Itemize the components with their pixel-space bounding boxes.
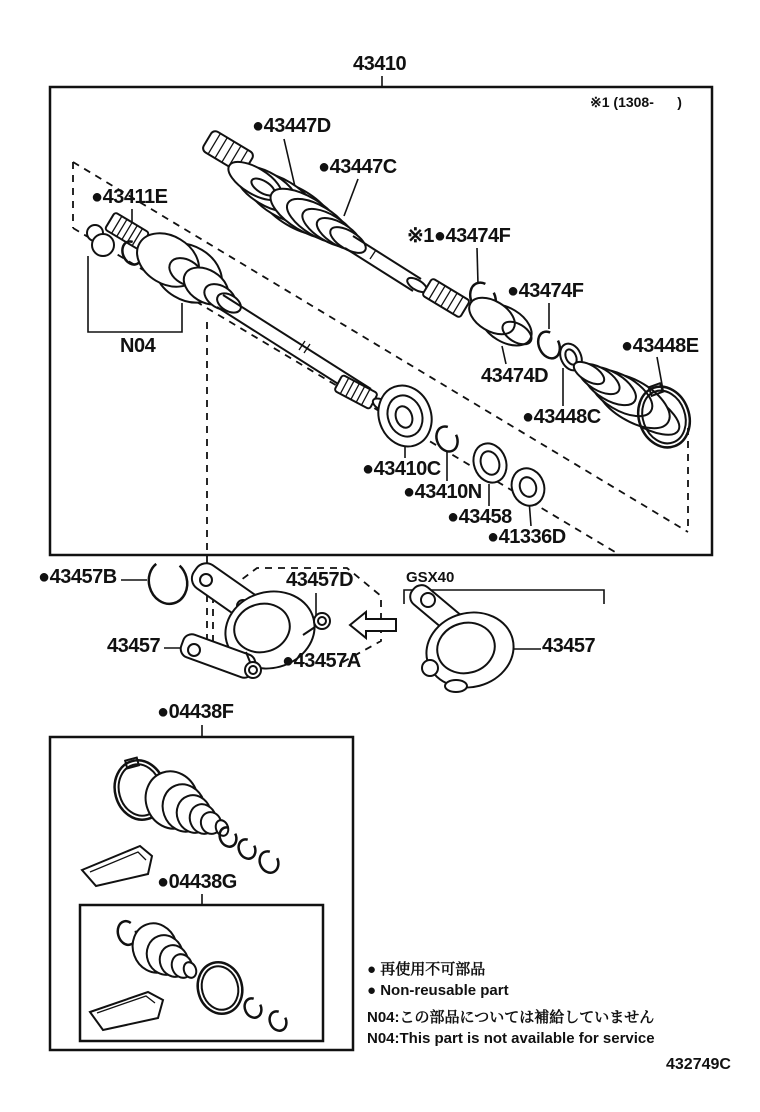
- kit-grease-pack: [82, 846, 152, 886]
- callout-43457b: ●43457B: [38, 566, 117, 588]
- legend-n04-en: N04:This part is not available for service: [367, 1030, 655, 1047]
- inboard-boot-43448: [570, 357, 686, 444]
- oil-seal-41336d: [506, 464, 549, 511]
- left-arrow-icon: [350, 612, 396, 638]
- kit2-boot: [126, 917, 199, 981]
- callout-n04: N04: [120, 335, 156, 357]
- legend-nonreusable-jp: ● 再使用不可部品: [367, 961, 486, 978]
- kit2-clamp-large: [192, 957, 248, 1019]
- ring-43458: [468, 439, 512, 488]
- callout-43457a: ●43457A: [282, 650, 361, 672]
- callout-43474f-1: ※1●43474F: [407, 225, 511, 247]
- kit2-grease-pack: [90, 992, 163, 1030]
- callout-41336d: ●41336D: [487, 526, 566, 548]
- kit-boot: [138, 764, 231, 838]
- bearing-43410c: [370, 378, 440, 454]
- legend-n04-jp: N04:この部品については補給していません: [367, 1009, 655, 1026]
- variant-label-gsx40: GSX40: [406, 569, 455, 586]
- callout-43457-left: 43457: [107, 635, 161, 657]
- kit2-small-rings: [242, 996, 290, 1034]
- callout-43457-right: 43457: [542, 635, 596, 657]
- callout-04438f: ●04438F: [157, 701, 234, 723]
- production-note: ※1 (1308- ): [590, 94, 682, 110]
- callout-43457d: 43457D: [286, 569, 354, 591]
- callout-43458: ●43458: [447, 506, 512, 528]
- snap-ring-43457b: [144, 556, 192, 608]
- callout-43448c: ●43448C: [522, 406, 601, 428]
- legend-nonreusable-en: ● Non-reusable part: [367, 982, 509, 999]
- inboard-shaft: [217, 295, 393, 414]
- callout-43448e: ●43448E: [621, 335, 699, 357]
- snap-ring-43410n: [432, 423, 461, 455]
- callout-43474f-2: ●43474F: [507, 280, 584, 302]
- callout-43411e: ●43411E: [91, 186, 168, 208]
- callout-43410c: ●43410C: [362, 458, 441, 480]
- callout-43447d: ●43447D: [252, 115, 331, 137]
- callout-43474d: 43474D: [481, 365, 549, 387]
- callout-43447c: ●43447C: [318, 156, 397, 178]
- page-title: 43410: [353, 53, 407, 75]
- tripod-joint-housing: [127, 222, 244, 316]
- callout-43410n: ●43410N: [403, 481, 482, 503]
- gsx40-bracket-43457: [406, 581, 522, 697]
- drawing-code: 432749C: [666, 1056, 731, 1073]
- callout-04438g: ●04438G: [157, 871, 237, 893]
